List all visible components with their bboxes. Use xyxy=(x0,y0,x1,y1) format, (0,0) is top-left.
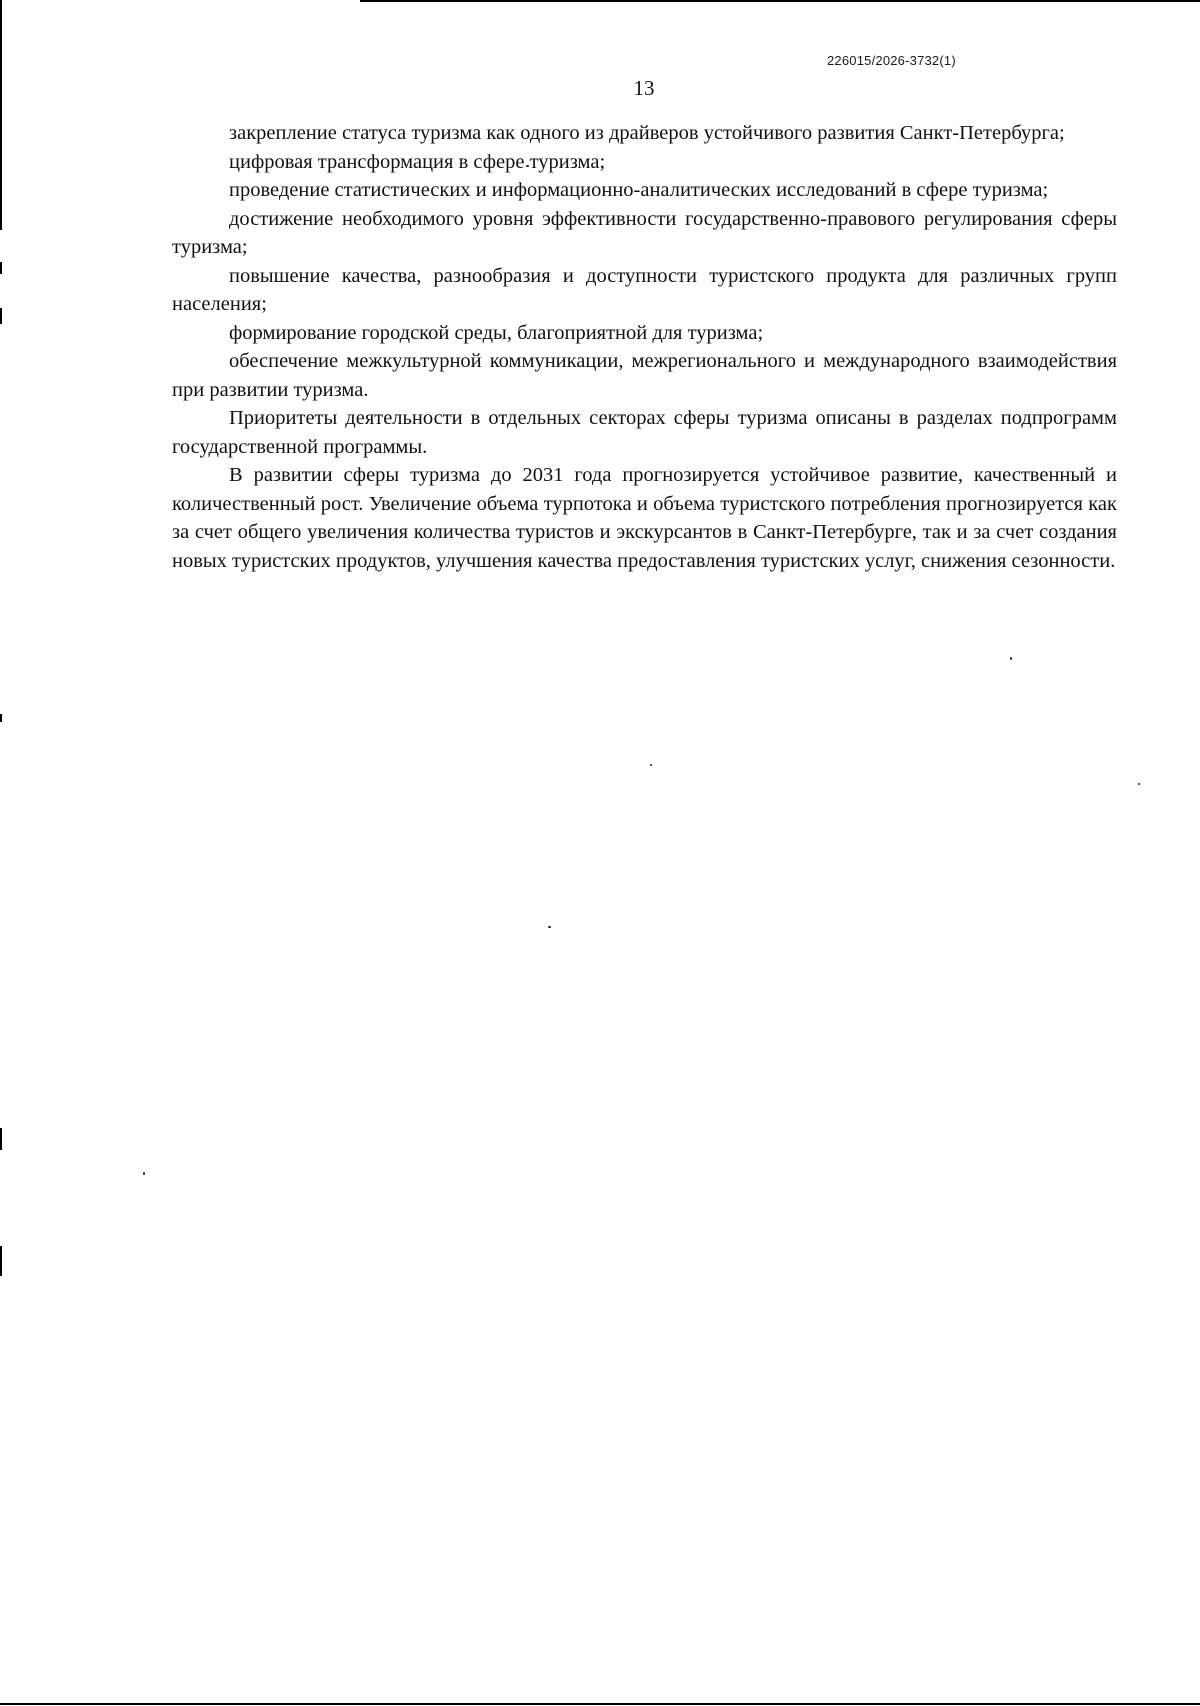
paragraph: В развитии сферы туризма до 2031 года прогнозируется устойчивое развитие, качественный и количественный рост. Увеличение объема турпотока и объема туристского потребления прогнозируется как за счет общего увеличения количества туристов и экскурсантов в Санкт-Петербурге, так и за счет создания новых туристских продуктов, улучшения качества предоставления туристских услуг, снижения сезонности. xyxy=(172,464,1117,572)
paragraph: достижение необходимого уровня эффективности государственно-правового регулирования сферы туризма; xyxy=(172,207,1117,258)
scan-mark-left-1 xyxy=(0,262,2,274)
scan-mark-left-2 xyxy=(0,308,2,324)
body-text xyxy=(172,119,1117,575)
paragraph: цифровая трансформация в сфере туризма; xyxy=(229,150,606,173)
scan-edge-left xyxy=(0,0,2,230)
paragraph: обеспечение межкультурной коммуникации, межрегионального и международного взаимодействия при развитии туризма. xyxy=(172,350,1117,401)
paragraph: формирование городской среды, благоприятной для туризма; xyxy=(229,321,764,344)
scan-speck xyxy=(143,1172,145,1175)
scan-edge-bottom xyxy=(0,1703,1200,1705)
scan-edge-top xyxy=(360,0,1200,2)
scan-speck xyxy=(548,926,551,928)
document-registration-number: 226015/2026-3732(1) xyxy=(827,53,956,68)
page-number: 13 xyxy=(633,76,655,100)
scan-mark-left-3 xyxy=(0,714,2,722)
scan-mark-left-4 xyxy=(0,1128,2,1150)
scan-speck xyxy=(1138,783,1140,785)
paragraph: закрепление статуса туризма как одного из драйверов устойчивого развития Санкт-Петербурга; xyxy=(229,122,1065,144)
scan-speck xyxy=(650,764,652,766)
scan-mark-left-5 xyxy=(0,1246,2,1276)
paragraph: проведение статистических и информационно-аналитических исследований в сфере туризма; xyxy=(229,179,1049,201)
paragraph: Приоритеты деятельности в отдельных секторах сферы туризма описаны в разделах подпрограмм государственной программы. xyxy=(172,407,1117,458)
scan-speck xyxy=(1010,657,1012,660)
paragraph: повышение качества, разнообразия и доступности туристского продукта для различных групп населения; xyxy=(172,264,1117,315)
